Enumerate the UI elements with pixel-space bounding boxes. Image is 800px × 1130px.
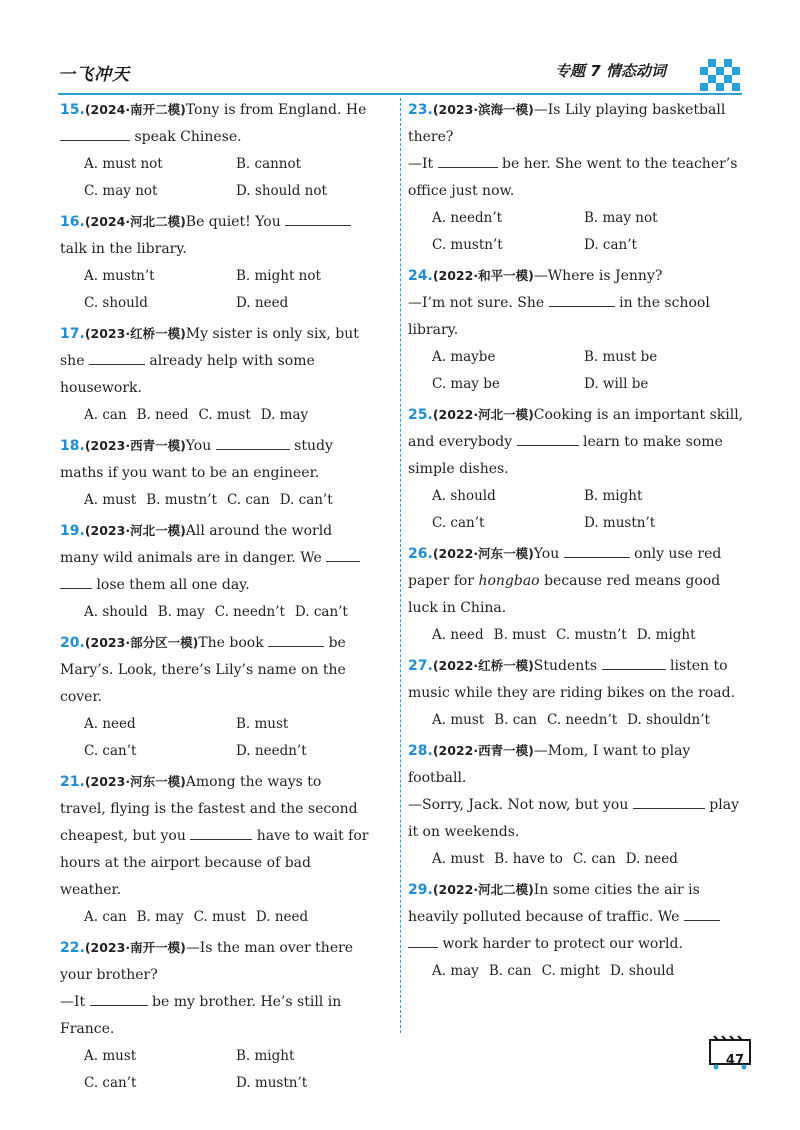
question-source: (2023·河北一模) [84,523,186,538]
question-source: (2022·和平一模) [432,268,534,283]
answer-options [408,958,744,985]
question-number: 22. [60,940,85,956]
question-stem: 19.(2023·河北一模)All around the world many wild animals are in danger. We lose them all one day. [60,517,370,599]
answer-options [408,707,744,734]
answer-option[interactable]: D. need [255,909,309,925]
answer-options [408,846,744,873]
question-reply: —Sorry, Jack. Not now, but you play it on weekends. [408,792,744,846]
answer-option[interactable]: B. must [236,716,289,732]
question-stem: 18.(2023·西青一模)You study maths if you want to be an engineer. [60,432,370,487]
question-item [408,96,744,259]
question-stem: 21.(2023·河东一模)Among the ways to travel, flying is the fastest and the second cheapest, but you have to wait for hours at the airport because of bad weather. [60,774,369,898]
answer-options [408,483,744,537]
answer-option[interactable]: D. might [636,627,696,643]
answer-option[interactable]: D. mustn’t [236,1075,308,1091]
answer-options [60,1043,370,1097]
question-item [408,737,744,873]
answer-option[interactable]: D. can’t [294,604,348,620]
answer-option[interactable]: B. may [136,909,184,925]
answer-blank[interactable] [517,431,579,446]
question-stem: 22.(2023·南开一模)—Is the man over there your brother? [60,940,354,983]
answer-options [60,263,370,317]
answer-options [60,487,370,514]
answer-option[interactable]: C. can [226,492,270,508]
question-number: 29. [408,882,433,898]
right-column [408,96,744,988]
answer-option[interactable]: A. need [432,627,484,643]
question-stem: 24.(2022·和平一模)—Where is Jenny? [408,268,663,284]
answer-option[interactable]: A. should [432,488,496,504]
answer-option[interactable]: B. need [136,407,189,423]
answer-option[interactable]: D. needn’t [236,743,307,759]
answer-option[interactable]: C. must [193,909,246,925]
answer-option[interactable]: B. might not [236,268,321,284]
answer-blank[interactable] [326,547,360,562]
answer-blank[interactable] [268,632,324,647]
answer-option[interactable]: C. might [541,963,600,979]
question-item [408,401,744,537]
question-number: 28. [408,743,433,759]
answer-options [60,711,370,765]
question-item [60,629,370,765]
answer-blank[interactable] [216,435,290,450]
answer-option[interactable]: D. need [625,851,678,867]
question-stem: 29.(2022·河北二模)In some cities the air is heavily polluted because of traffic. We work harder to protect our world. [408,876,744,958]
question-item [60,517,370,626]
question-stem: 20.(2023·部分区一模)The book be Mary’s. Look, there’s Lily’s name on the cover. [60,629,370,711]
question-number: 17. [60,326,85,342]
question-stem: 27.(2022·红桥一模)Students listen to music while they are riding bikes on the road. [408,652,744,707]
answer-option[interactable]: A. can [84,909,127,925]
answer-option[interactable]: A. maybe [432,349,496,365]
answer-options [408,344,744,398]
question-source: (2022·河北一模) [432,407,534,422]
answer-option[interactable]: A. needn’t [432,210,503,226]
question-stem: 28.(2022·西青一模)—Mom, I want to play football. [408,743,691,786]
question-item [408,652,744,734]
question-source: (2022·河东一模) [432,546,534,561]
header-rule [58,93,742,95]
question-source: (2023·滨海一模) [432,102,534,117]
answer-option[interactable]: D. can’t [279,492,333,508]
page-header [0,55,800,95]
question-source: (2023·河东一模) [84,774,186,789]
answer-option[interactable]: C. should [84,295,148,311]
answer-option[interactable]: A. may [432,963,479,979]
answer-option[interactable]: C. mustn’t [432,237,503,253]
question-source: (2024·南开二模) [84,102,186,117]
answer-blank[interactable] [564,543,630,558]
answer-blank[interactable] [285,211,351,226]
answer-option[interactable]: A. can [84,407,127,423]
question-item [408,540,744,649]
answer-options [60,599,370,626]
question-number: 26. [408,546,433,562]
question-item [60,432,370,514]
question-number: 23. [408,102,433,118]
answer-option[interactable]: C. can’t [84,1075,137,1091]
answer-option[interactable]: A. must [432,712,485,728]
question-stem: 23.(2023·滨海一模)—Is Lily playing basketball there? [408,102,726,145]
answer-option[interactable]: B. must [493,627,547,643]
question-reply: —I’m not sure. She in the school library. [408,290,744,344]
question-stem: 25.(2022·河北一模)Cooking is an important skill, and everybody learn to make some simple dishes. [408,407,744,477]
question-source: (2023·红桥一模) [84,326,186,341]
question-source: (2022·河北二模) [432,882,534,897]
question-item [408,262,744,398]
topic-title: 专题 7 情态动词 [555,62,666,80]
answer-option[interactable]: B. have to [494,851,563,867]
question-source: (2023·部分区一模) [84,635,199,650]
answer-blank[interactable] [60,126,130,141]
answer-blank[interactable] [190,825,252,840]
answer-option[interactable]: B. might [236,1048,295,1064]
brand-logo: 一飞冲天 [58,65,130,85]
answer-blank[interactable] [602,655,666,670]
answer-option[interactable]: B. cannot [236,156,302,172]
question-item [60,934,370,1097]
question-number: 24. [408,268,433,284]
answer-options [408,622,744,649]
answer-option[interactable]: D. mustn’t [584,515,656,531]
answer-blank[interactable] [438,153,498,168]
answer-option[interactable]: C. mustn’t [556,627,627,643]
question-number: 25. [408,407,433,423]
question-reply: —It be her. She went to the teacher’s office just now. [408,151,744,205]
answer-option[interactable]: D. need [236,295,289,311]
question-source: (2022·红桥一模) [432,658,534,673]
answer-option[interactable]: A. must [84,1048,137,1064]
answer-option[interactable]: A. must [84,492,137,508]
question-source: (2023·西青一模) [84,438,186,453]
question-source: (2022·西青一模) [432,743,534,758]
answer-option[interactable]: B. can [494,712,537,728]
question-stem: 16.(2024·河北二模)Be quiet! You talk in the library. [60,208,370,263]
answer-option[interactable]: B. may not [584,210,658,226]
page-number: 47 [725,1053,744,1068]
answer-option[interactable]: D. will be [584,376,649,392]
answer-option[interactable]: D. shouldn’t [627,712,710,728]
answer-option[interactable]: B. might [584,488,643,504]
answer-option[interactable]: B. mustn’t [146,492,217,508]
answer-blank[interactable] [89,350,145,365]
answer-option[interactable]: A. mustn’t [84,268,155,284]
question-stem: 17.(2023·红桥一模)My sister is only six, but she already help with some housework. [60,326,359,396]
question-number: 21. [60,774,85,790]
question-reply: —It be my brother. He’s still in France. [60,989,370,1043]
answer-options [60,151,370,205]
answer-option[interactable]: C. can [572,851,616,867]
answer-option[interactable]: A. must [432,851,485,867]
answer-option[interactable]: D. may [260,407,309,423]
answer-option[interactable]: D. can’t [584,237,637,253]
left-column [60,96,370,1100]
answer-option[interactable]: C. may not [84,183,158,199]
answer-option[interactable]: A. must not [84,156,163,172]
answer-option[interactable]: C. can’t [432,515,485,531]
question-number: 20. [60,635,85,651]
question-number: 16. [60,214,85,230]
question-item [60,208,370,317]
emphasized-term: hongbao [478,573,540,589]
answer-option[interactable]: C. needn’t [214,604,285,620]
question-number: 19. [60,523,85,539]
column-divider [400,98,401,1033]
answer-blank[interactable] [408,933,438,948]
question-item [60,768,370,931]
answer-option[interactable]: B. can [488,963,532,979]
answer-blank[interactable] [549,292,615,307]
question-item [60,96,370,205]
answer-option[interactable]: A. should [84,604,148,620]
question-stem: 26.(2022·河东一模)You only use red paper for hongbao because red means good luck in China. [408,540,744,622]
answer-option[interactable]: D. should not [236,183,327,199]
answer-options [60,904,370,931]
answer-option[interactable]: C. can’t [84,743,137,759]
question-source: (2023·南开一模) [84,940,186,955]
answer-blank[interactable] [60,574,92,589]
answer-blank[interactable] [90,991,148,1006]
question-number: 18. [60,438,85,454]
answer-options [60,402,370,429]
answer-option[interactable]: A. need [84,716,136,732]
question-source: (2024·河北二模) [84,214,186,229]
question-number: 27. [408,658,433,674]
answer-options [408,205,744,259]
question-number: 15. [60,102,85,118]
question-item [408,876,744,985]
question-stem: 15.(2024·南开二模)Tony is from England. He speak Chinese. [60,102,367,145]
answer-option[interactable]: C. may be [432,376,500,392]
answer-option[interactable]: B. must be [584,349,658,365]
answer-blank[interactable] [633,794,705,809]
answer-option[interactable]: C. needn’t [547,712,618,728]
answer-option[interactable]: C. must [198,407,251,423]
answer-option[interactable]: D. should [609,963,675,979]
answer-option[interactable]: B. may [157,604,205,620]
answer-blank[interactable] [684,906,720,921]
checker-decoration-icon [700,57,742,91]
question-item [60,320,370,429]
